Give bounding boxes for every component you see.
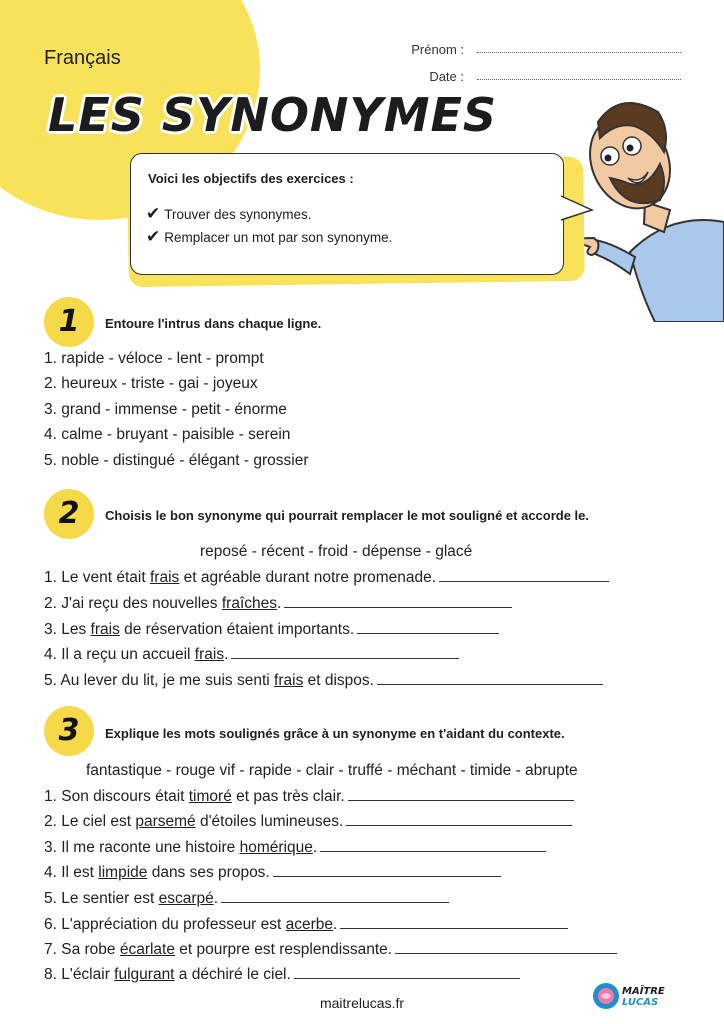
answer-line[interactable] — [284, 595, 512, 608]
sentence-text: 4. Il a reçu un accueil — [44, 646, 195, 663]
logo-line-1: MAÎTRE — [622, 986, 665, 997]
name-field[interactable] — [0, 42, 724, 62]
answer-line[interactable] — [320, 839, 546, 852]
sentence-text: 1. Le vent était — [44, 569, 150, 586]
ex2-sentence — [44, 646, 459, 664]
ex2-sentence — [44, 595, 512, 613]
underlined-word: frais — [150, 569, 180, 586]
ex1-line: 3. grand - immense - petit - énorme — [44, 401, 287, 418]
sentence-text: . — [213, 890, 219, 907]
sentence-text: a déchiré le ciel. — [174, 966, 291, 983]
subject-label: Français — [44, 47, 121, 69]
ex1-line: 4. calme - bruyant - paisible - serein — [44, 426, 291, 443]
sentence-text: 1. Son discours était — [44, 788, 189, 805]
underlined-word: fraîches — [221, 595, 278, 612]
sentence-text: et dispos. — [303, 672, 374, 689]
ex1-line: 1. rapide - véloce - lent - prompt — [44, 350, 264, 367]
sentence-text: 4. Il est — [44, 864, 99, 881]
ex2-sentence — [44, 621, 499, 639]
answer-line[interactable] — [348, 788, 574, 801]
footer-url: maitrelucas.fr — [319, 995, 405, 1011]
check-icon: ✔ — [146, 204, 161, 224]
ex3-sentence — [44, 941, 617, 959]
ex3-sentence — [44, 813, 572, 831]
ex1-line: 5. noble - distingué - élégant - grossier — [44, 452, 309, 469]
underlined-word: homérique — [239, 839, 313, 856]
answer-line[interactable] — [231, 646, 459, 659]
ex3-sentence — [44, 916, 568, 934]
underlined-word: timoré — [188, 788, 232, 805]
exercise-2-instruction: Choisis le bon synonyme qui pourrait remplacer le mot souligné et accorde le. — [105, 508, 590, 523]
ex3-sentence — [44, 839, 546, 857]
answer-line[interactable] — [340, 916, 568, 929]
sentence-text: 5. Le sentier est — [44, 890, 159, 907]
sentence-text: . — [312, 839, 318, 856]
underlined-word: parsemé — [135, 813, 196, 830]
answer-line[interactable] — [273, 864, 501, 877]
objective-item-label: Remplacer un mot par son synonyme. — [164, 230, 393, 245]
answer-line[interactable] — [294, 966, 520, 979]
underlined-word: frais — [90, 621, 120, 638]
exercise-2-number: 2 — [58, 496, 80, 531]
sentence-text: dans ses propos. — [147, 864, 270, 881]
exercise-1-number: 1 — [58, 304, 80, 339]
ex3-sentence — [44, 864, 501, 882]
sentence-text: 6. L'appréciation du professeur est — [44, 916, 286, 933]
sentence-text: . — [224, 646, 229, 663]
sentence-text: et agréable durant notre promenade. — [179, 569, 437, 586]
sentence-text: 8. L'éclair — [44, 966, 115, 983]
sentence-text: 2. J'ai reçu des nouvelles — [44, 595, 222, 612]
ex3-sentence — [44, 890, 449, 908]
underlined-word: fulgurant — [114, 966, 175, 983]
ex3-sentence — [44, 788, 574, 806]
name-label: Prénom : — [411, 42, 464, 57]
answer-line[interactable] — [346, 813, 572, 826]
objective-item-label: Trouver des synonymes. — [164, 207, 312, 222]
sentence-text: d'étoiles lumineuses. — [195, 813, 344, 830]
logo-wordmark — [622, 986, 665, 1008]
date-dotted-line — [477, 69, 681, 80]
objective-item — [146, 227, 392, 247]
logo-line-2: LUCAS — [622, 997, 659, 1008]
sentence-text: 2. Le ciel est — [44, 813, 136, 830]
sentence-text: 5. Au lever du lit, je me suis senti — [44, 672, 275, 689]
ex2-sentence — [44, 672, 603, 690]
underlined-word: frais — [274, 672, 304, 689]
underlined-word: limpide — [98, 864, 148, 881]
underlined-word: écarlate — [119, 941, 175, 958]
answer-line[interactable] — [357, 621, 499, 634]
sentence-text: . — [333, 916, 338, 933]
date-label: Date : — [429, 69, 464, 84]
answer-line[interactable] — [395, 941, 617, 954]
sentence-text: 3. Il me raconte une histoire — [44, 839, 240, 856]
check-icon: ✔ — [146, 227, 161, 247]
name-dotted-line — [477, 42, 681, 53]
sentence-text: 3. Les — [44, 621, 91, 638]
objective-item — [146, 204, 312, 224]
sentence-text: et pourpre est resplendissante. — [174, 941, 393, 958]
ex2-sentence — [44, 569, 609, 587]
objectives-title: Voici les objectifs des exercices : — [148, 171, 354, 186]
answer-line[interactable] — [377, 672, 603, 685]
sentence-text: . — [277, 595, 282, 612]
underlined-word: frais — [194, 646, 225, 663]
ex1-line: 2. heureux - triste - gai - joyeux — [44, 375, 258, 392]
answer-line[interactable] — [221, 890, 449, 903]
sentence-text: de réservation étaient importants. — [119, 621, 355, 638]
ex2-word-bank: reposé - récent - froid - dépense - glacé — [200, 543, 473, 560]
exercise-3-instruction: Explique les mots soulignés grâce à un synonyme en t'aidant du contexte. — [105, 726, 565, 741]
sentence-text: et pas très clair. — [231, 788, 345, 805]
underlined-word: escarpé — [158, 890, 214, 907]
underlined-word: acerbe — [285, 916, 334, 933]
exercise-1-instruction: Entoure l'intrus dans chaque ligne. — [105, 316, 322, 331]
logo-icon — [592, 982, 620, 1010]
ex3-sentence — [44, 966, 520, 984]
answer-line[interactable] — [439, 569, 609, 582]
exercise-3-number: 3 — [58, 713, 80, 748]
speech-bubble-tail — [560, 192, 596, 228]
sentence-text: 7. Sa robe — [44, 941, 120, 958]
page-title: LES SYNONYMES — [48, 88, 498, 142]
ex3-word-bank: fantastique - rouge vif - rapide - clair - truffé - méchant - timide - abrupte — [86, 762, 578, 779]
date-field[interactable] — [0, 69, 724, 89]
